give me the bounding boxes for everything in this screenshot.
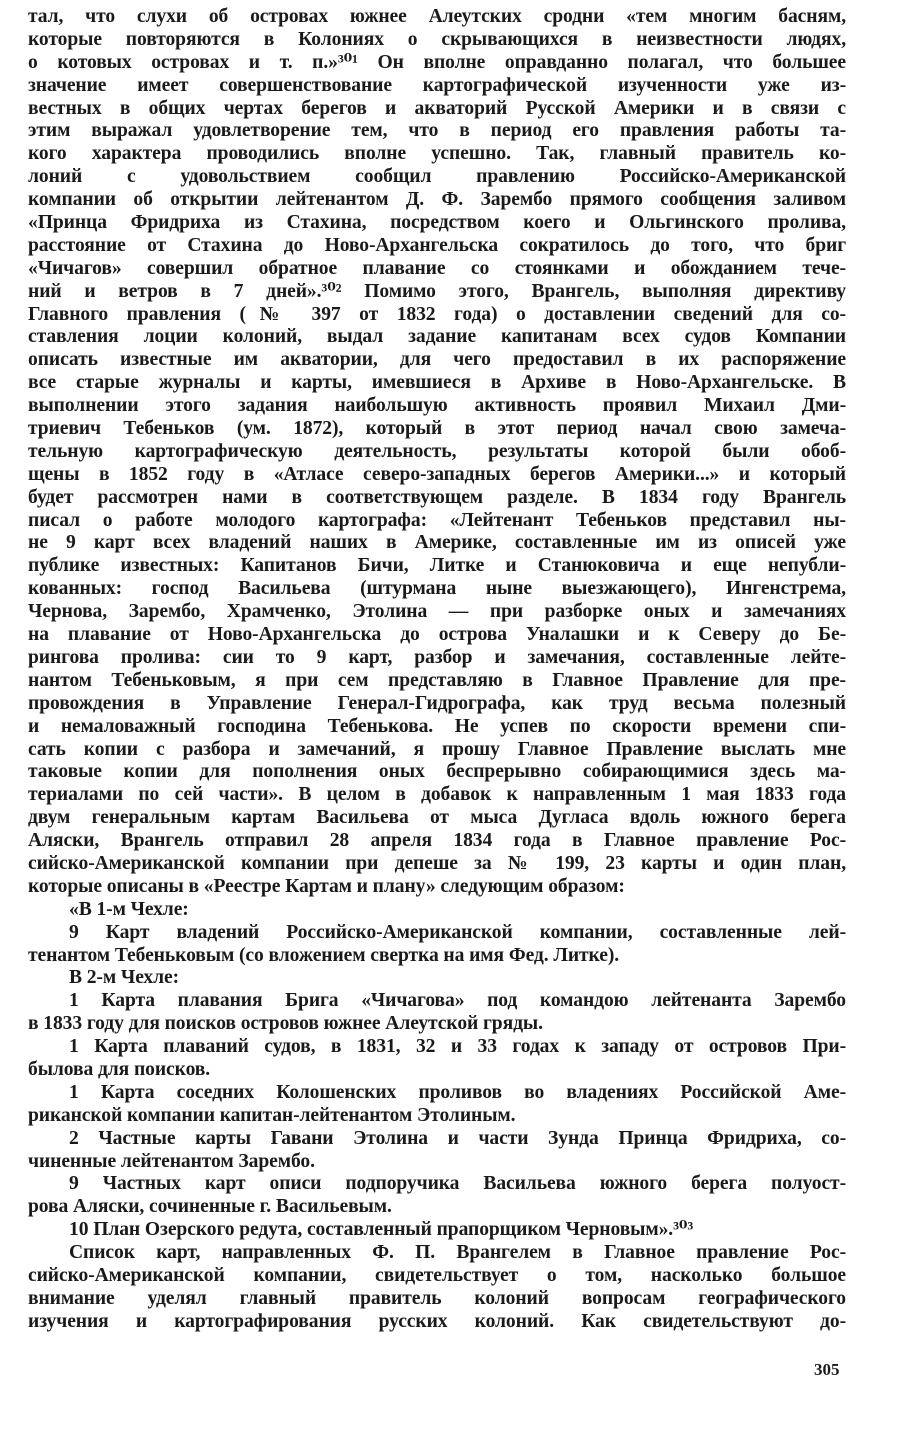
text-line: будет рассмотрен нами в соответствующем разделе. В 1834 году Врангель <box>28 486 846 508</box>
text-line: изучения и картографирования русских колоний. Как свидетельствуют до- <box>28 1310 846 1332</box>
text-line: былова для поисков. <box>28 1058 211 1080</box>
text-line: о котовых островах и т. п.»³⁰¹ Он вполне оправданно полагал, что большее <box>28 51 846 73</box>
text-line: 9 Частных карт описи подпоручика Васильева южного берега полуост- <box>69 1173 846 1195</box>
text-line: расстояние от Стахина до Ново-Архангельска сократилось до того, что бриг <box>28 234 846 256</box>
text-line: таковые копии для пополнения оных беспрерывно собирающимися здесь ма- <box>28 761 846 783</box>
text-line: рова Аляски, сочиненные г. Васильевым. <box>28 1196 392 1218</box>
text-line: 1 Карта плаваний судов, в 1831, 32 и 33 годах к западу от островов При- <box>69 1036 846 1058</box>
text-line: кого характера проводились вполне успешно. Так, главный правитель ко- <box>28 143 846 165</box>
text-line: в 1833 году для поисков островов южнее Алеутской гряды. <box>28 1013 543 1035</box>
text-line: выполнении этого задания наибольшую активность проявил Михаил Дми- <box>28 395 846 417</box>
text-line: ставления лоции колоний, выдал задание капитанам всех судов Компании <box>28 326 846 348</box>
text-line: Главного правления (№ 397 от 1832 года) о доставлении сведений для со- <box>28 303 846 325</box>
text-line: публике известных: Капитанов Бичи, Литке и Станюковича и еще непубли- <box>28 555 846 577</box>
text-line: чиненные лейтенантом Зарембо. <box>28 1150 315 1172</box>
text-line: которые повторяются в Колониях о скрывающихся в неизвестности людях, <box>28 28 846 50</box>
text-line: внимание уделял главный правитель колоний вопросам географического <box>28 1287 846 1309</box>
text-line: сийско-Американской компании при депеше за № 199, 23 карты и один план, <box>28 852 846 874</box>
text-line: териалами по сей части». В целом в добавок к направленным 1 мая 1833 года <box>28 784 846 806</box>
text-line: 1 Карта плавания Брига «Чичагова» под командою лейтенанта Зарембо <box>69 990 846 1012</box>
text-line: рингова пролива: сии то 9 карт, разбор и замечания, составленные лейте- <box>28 646 846 668</box>
page-body-text <box>28 6 846 1334</box>
text-line: вестных в общих чертах берегов и акваторий Русской Америки и в связи с <box>28 97 846 119</box>
text-line: лоний с удовольствием сообщил правлению Российско-Американской <box>28 166 846 188</box>
text-line: двум генеральным картам Васильева от мыса Дугласа вдоль южного берега <box>28 807 846 829</box>
text-line: «В 1-м Чехле: <box>69 898 189 920</box>
text-line: провождения в Управление Генерал-Гидрографа, как труд весьма полезный <box>28 692 846 714</box>
text-line: «Принца Фридриха из Стахина, посредством коего и Ольгинского пролива, <box>28 212 846 234</box>
text-line: этим выражал удовлетворение тем, что в период его правления работы та- <box>28 120 846 142</box>
text-line: компании об открытии лейтенантом Д. Ф. Зарембо прямого сообщения заливом <box>28 189 846 211</box>
text-line: на плавание от Ново-Архангельска до острова Уналашки и к Северу до Бе- <box>28 624 846 646</box>
text-line: В 2-м Чехле: <box>69 967 180 989</box>
text-line: «Чичагов» совершил обратное плавание со стоянками и обожданием тече- <box>28 257 846 279</box>
text-line: тал, что слухи об островах южнее Алеутских сродни «тем многим басням, <box>28 6 846 27</box>
text-line: 9 Карт владений Российско-Американской компании, составленные лей- <box>69 921 846 943</box>
text-line: описать известные им акватории, для чего предоставил в их распоряжение <box>28 349 846 371</box>
text-line: сать копии с разбора и замечаний, я прошу Главное Правление выслать мне <box>28 738 846 760</box>
text-line: которые описаны в «Реестре Картам и плану» следующим образом: <box>28 875 625 897</box>
text-line: все старые журналы и карты, имевшиеся в Архиве в Ново-Архангельске. В <box>28 372 846 394</box>
text-line: нантом Тебеньковым, я при сем представляю в Главное Правление для пре- <box>28 669 846 691</box>
text-line: 1 Карта соседних Колошенских проливов во владениях Российской Аме- <box>69 1081 846 1103</box>
text-line: Чернова, Зарембо, Храмченко, Этолина — при разборке оных и замечаниях <box>28 601 846 623</box>
text-line: не 9 карт всех владений наших в Америке, составленные им из описей уже <box>28 532 846 554</box>
text-line: кованных: господ Васильева (штурмана ныне выезжающего), Ингенстрема, <box>28 578 846 600</box>
text-line: Список карт, направленных Ф. П. Врангелем в Главное правление Рос- <box>69 1242 846 1264</box>
text-line: тельную картографическую деятельность, результаты которой были обоб- <box>28 440 846 462</box>
text-line: ний и ветров в 7 дней».³⁰² Помимо этого, Врангель, выполняя директиву <box>28 280 846 302</box>
text-line: сийско-Американской компании, свидетельствует о том, насколько большое <box>28 1264 846 1286</box>
text-line: значение имеет совершенствование картографической изученности уже из- <box>28 74 846 96</box>
text-line: писал о работе молодого картографа: «Лейтенант Тебеньков представил ны- <box>28 509 846 531</box>
text-line: тенантом Тебеньковым (со вложением свертка на имя Фед. Литке). <box>28 944 620 966</box>
text-line: триевич Тебеньков (ум. 1872), который в этот период начал свою замеча- <box>28 418 846 440</box>
text-line: Аляски, Врангель отправил 28 апреля 1834 года в Главное правление Рос- <box>28 830 846 852</box>
text-line: щены в 1852 году в «Атласе северо-западных берегов Америки...» и который <box>28 463 846 485</box>
page-number: 305 <box>814 1360 840 1379</box>
text-line: 10 План Озерского редута, составленный прапорщиком Черновым».³⁰³ <box>69 1219 694 1241</box>
text-line: и немаловажный господина Тебенькова. Не успев по скорости времени спи- <box>28 715 846 737</box>
text-line: 2 Частные карты Гавани Этолина и части Зунда Принца Фридриха, со- <box>69 1127 846 1149</box>
text-line: риканской компании капитан-лейтенантом Этолиным. <box>28 1104 516 1126</box>
